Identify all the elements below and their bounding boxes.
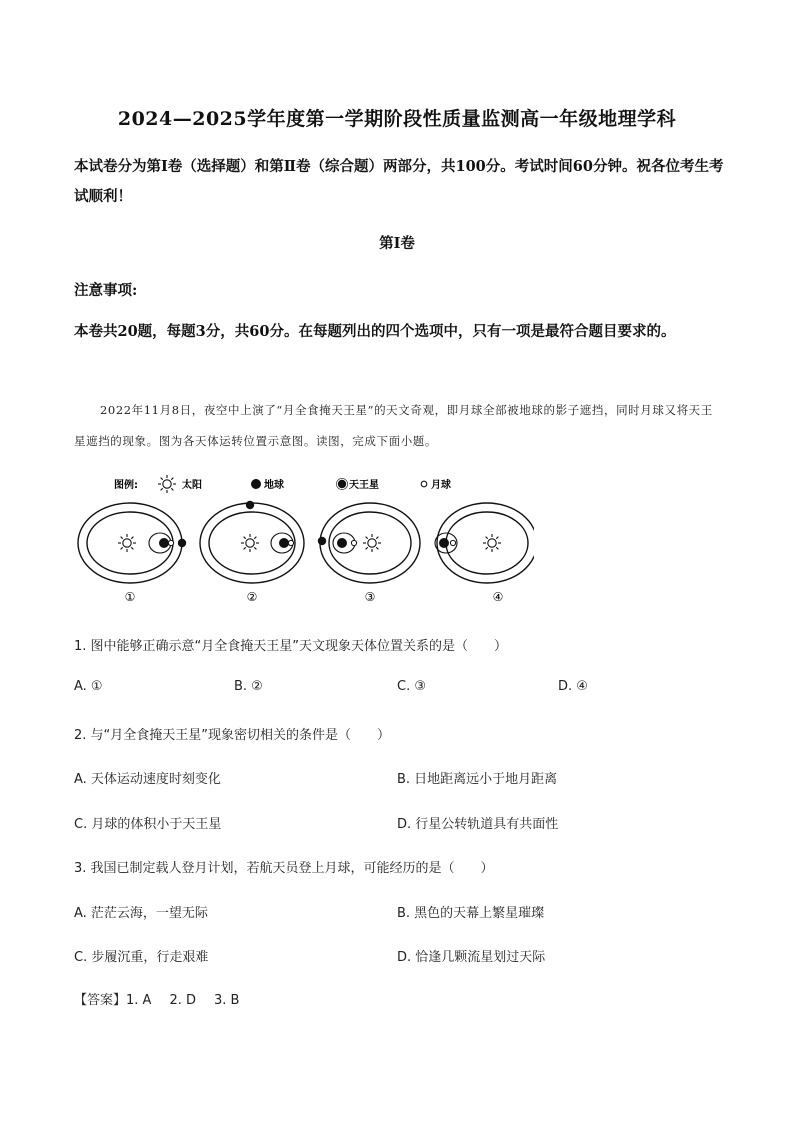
legend-moon: 月球 — [431, 480, 451, 491]
orbit-diagram — [74, 470, 534, 620]
question-2-option-b: B. 日地距离远小于地月距离 — [397, 772, 558, 787]
question-1-stem: 1. 图中能够正确示意“月全食掩天王星”天文现象天体位置关系的是（ ） — [74, 639, 508, 654]
answer-item-2: 2. D — [169, 993, 196, 1008]
answer-label: 【答案】 — [74, 993, 127, 1008]
exam-intro: 本试卷分为第Ⅰ卷（选择题）和第Ⅱ卷（综合题）两部分，共100分。考试时间60分钟。祝各位考生考试顺利！ — [74, 158, 724, 205]
answer-item-3: 3. B — [214, 993, 240, 1008]
panel-3 — [318, 503, 420, 604]
question-1-option-b: B. ② — [234, 679, 263, 694]
exam-rules: 本卷共20题，每题3分，共60分。在每题列出的四个选项中，只有一项是最符合题目要求的。 — [74, 323, 676, 340]
question-2-option-a: A. 天体运动速度时刻变化 — [74, 772, 221, 787]
legend-earth: 地球 — [264, 480, 284, 491]
panel-2-label: ② — [246, 590, 258, 604]
panel-3-label: ③ — [364, 590, 376, 604]
earth-icon — [251, 479, 261, 489]
question-3-option-d: D. 恰逢几颗流星划过天际 — [397, 950, 546, 965]
question-1-option-c: C. ③ — [397, 679, 426, 694]
question-3-option-a: A. 茫茫云海，一望无际 — [74, 906, 208, 921]
panel-1 — [78, 503, 186, 604]
legend-label: 图例: — [114, 480, 138, 491]
question-3-option-b: B. 黑色的天幕上繁星璀璨 — [397, 906, 545, 921]
question-1-option-a: A. ① — [74, 679, 103, 694]
sun-icon — [158, 475, 176, 493]
panel-4-label: ④ — [492, 590, 504, 604]
notice-heading: 注意事项: — [74, 282, 138, 299]
question-3-stem: 3. 我国已制定载人登月计划，若航天员登上月球，可能经历的是（ ） — [74, 861, 494, 876]
reading-material: 2022年11月8日，夜空中上演了“月全食掩天王星”的天文奇观，即月球全部被地球的影子遮挡，同时月球又将天王星遮挡的现象。图为各天体运转位置示意图。读图，完成下面小题。 — [74, 403, 713, 448]
panel-2 — [200, 501, 304, 604]
question-3-option-c: C. 步履沉重，行走艰难 — [74, 950, 209, 965]
section-title: 第Ⅰ卷 — [379, 235, 415, 252]
moon-icon — [421, 481, 427, 487]
question-1-option-d: D. ④ — [558, 679, 588, 694]
legend-uranus: 天王星 — [349, 480, 379, 491]
page-title: 2024—2025学年度第一学期阶段性质量监测高一年级地理学科 — [117, 108, 677, 130]
uranus-icon — [336, 478, 347, 489]
question-2-option-d: D. 行星公转轨道具有共面性 — [397, 817, 559, 832]
panel-4 — [435, 503, 534, 604]
answer-line — [74, 989, 239, 1008]
question-2-option-c: C. 月球的体积小于天王星 — [74, 817, 222, 832]
question-2-stem: 2. 与“月全食掩天王星”现象密切相关的条件是（ ） — [74, 728, 391, 743]
legend-sun: 太阳 — [182, 480, 202, 491]
panel-1-label: ① — [124, 590, 136, 604]
answer-item-1: 1. A — [126, 993, 152, 1008]
